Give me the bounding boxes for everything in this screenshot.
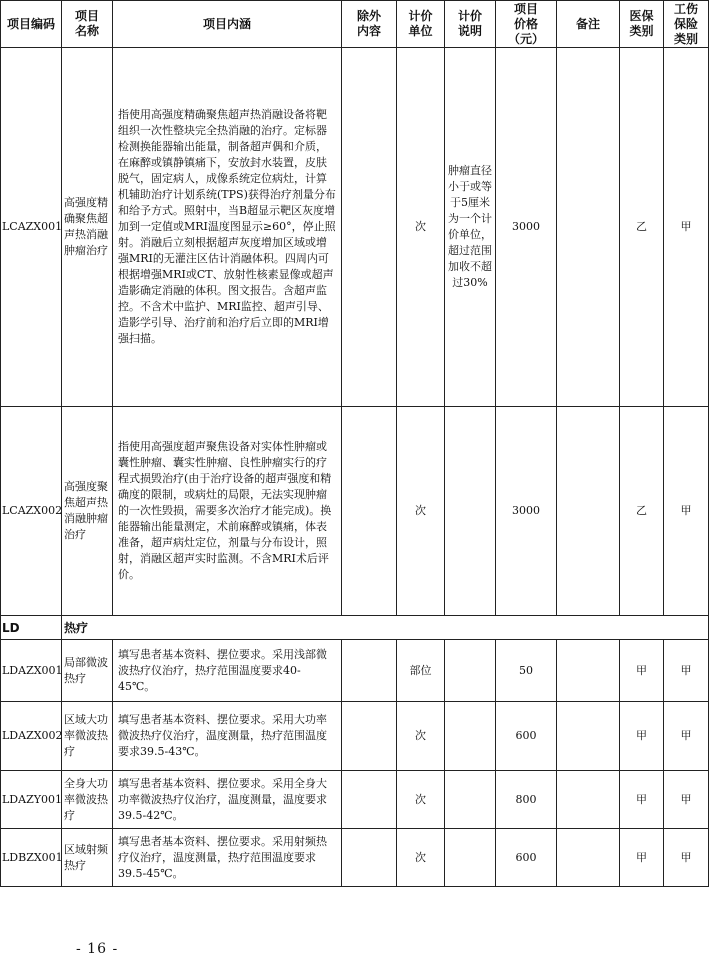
item-content: 填写患者基本资料、摆位要求。采用大功率微波热疗仪治疗，温度测量，热疗范围温度要求39.5-43℃。 — [113, 702, 342, 771]
item-content: 指使用高强度精确聚焦超声热消融设备将靶组织一次性整块完全热消融的治疗。定标器检测换能器输出能量，制备超声偶和介质，在麻醉或镇静镇痛下，安放封水装置，皮肤脱气，固定病人，成像系统定位病灶，计算机辅助治疗计划系统(TPS)获得治疗剂量分布和给予方式。照射中，当B超显示靶区灰度增加到一定值或MRI温度图显示≥60°，停止照射。消融后立刻根据超声灰度增加区域或增强MRI的无灌注区估计消融体积。四周内可根据增强MRI或CT、放射性核素显像或超声造影确定消融的体积。图文报告。含超声监控。不含术中监护、MRI监控、超声引导、造影学引导、治疗前和治疗后立即的MRI增强扫描。 — [113, 48, 342, 407]
item-medical-insurance: 乙 — [620, 407, 664, 616]
item-remark — [557, 640, 620, 702]
item-remark — [557, 829, 620, 887]
item-exclusions — [342, 829, 397, 887]
item-code: LCAZX001 — [1, 48, 62, 407]
table-row — [1, 829, 709, 887]
item-pricing-note: 肿瘤直径小于或等于5厘米为一个计价单位，超过范围加收不超过30% — [445, 48, 496, 407]
header-exclusions: 除外 内容 — [342, 1, 397, 48]
item-exclusions — [342, 771, 397, 829]
item-content: 填写患者基本资料、摆位要求。采用射频热疗仪治疗，温度测量，热疗范围温度要求39.5-45℃。 — [113, 829, 342, 887]
item-remark — [557, 48, 620, 407]
item-medical-insurance: 乙 — [620, 48, 664, 407]
item-unit: 次 — [397, 48, 445, 407]
item-unit: 次 — [397, 702, 445, 771]
item-price: 600 — [496, 829, 557, 887]
item-medical-insurance: 甲 — [620, 829, 664, 887]
item-name: 高强度聚焦超声热消融肿瘤治疗 — [62, 407, 113, 616]
item-name: 高强度精确聚焦超声热消融肿瘤治疗 — [62, 48, 113, 407]
table-row — [1, 48, 709, 407]
item-pricing-note — [445, 640, 496, 702]
item-medical-insurance: 甲 — [620, 771, 664, 829]
item-injury-insurance: 甲 — [664, 702, 709, 771]
table-row — [1, 640, 709, 702]
item-code: LCAZX002 — [1, 407, 62, 616]
header-code: 项目编码 — [1, 1, 62, 48]
item-code: LDAZX002 — [1, 702, 62, 771]
item-pricing-note — [445, 407, 496, 616]
item-content: 填写患者基本资料、摆位要求。采用全身大功率微波热疗仪治疗，温度测量，温度要求39.5-42℃。 — [113, 771, 342, 829]
item-injury-insurance: 甲 — [664, 640, 709, 702]
header-remark: 备注 — [557, 1, 620, 48]
item-code: LDAZX001 — [1, 640, 62, 702]
item-remark — [557, 407, 620, 616]
section-code: LD — [1, 616, 62, 640]
item-price: 600 — [496, 702, 557, 771]
header-content: 项目内涵 — [113, 1, 342, 48]
section-title: 热疗 — [62, 616, 709, 640]
item-exclusions — [342, 407, 397, 616]
item-name: 区域大功率微波热疗 — [62, 702, 113, 771]
header-pricing-note: 计价 说明 — [445, 1, 496, 48]
item-medical-insurance: 甲 — [620, 640, 664, 702]
item-code: LDAZY001 — [1, 771, 62, 829]
header-injury-insurance: 工伤 保险 类别 — [664, 1, 709, 48]
table-row — [1, 407, 709, 616]
item-medical-insurance: 甲 — [620, 702, 664, 771]
item-code: LDBZX001 — [1, 829, 62, 887]
item-injury-insurance: 甲 — [664, 407, 709, 616]
section-row — [1, 616, 709, 640]
header-price: 项目 价格 （元） — [496, 1, 557, 48]
table-row — [1, 771, 709, 829]
item-name: 区域射频热疗 — [62, 829, 113, 887]
item-unit: 次 — [397, 407, 445, 616]
table-row — [1, 702, 709, 771]
item-injury-insurance: 甲 — [664, 48, 709, 407]
item-price: 50 — [496, 640, 557, 702]
item-unit: 次 — [397, 829, 445, 887]
item-injury-insurance: 甲 — [664, 829, 709, 887]
item-pricing-note — [445, 829, 496, 887]
page-number: - 16 - — [76, 941, 119, 957]
item-exclusions — [342, 702, 397, 771]
header-row — [1, 1, 709, 48]
header-medical-insurance: 医保 类别 — [620, 1, 664, 48]
item-pricing-note — [445, 702, 496, 771]
item-injury-insurance: 甲 — [664, 771, 709, 829]
header-name: 项目 名称 — [62, 1, 113, 48]
item-name: 全身大功率微波热疗 — [62, 771, 113, 829]
item-content: 填写患者基本资料、摆位要求。采用浅部微波热疗仪治疗，热疗范围温度要求40-45℃。 — [113, 640, 342, 702]
item-unit: 部位 — [397, 640, 445, 702]
item-name: 局部微波热疗 — [62, 640, 113, 702]
item-pricing-note — [445, 771, 496, 829]
item-exclusions — [342, 640, 397, 702]
item-exclusions — [342, 48, 397, 407]
item-remark — [557, 771, 620, 829]
item-price: 3000 — [496, 407, 557, 616]
item-price: 800 — [496, 771, 557, 829]
item-price: 3000 — [496, 48, 557, 407]
header-unit: 计价 单位 — [397, 1, 445, 48]
item-content: 指使用高强度超声聚焦设备对实体性肿瘤或囊性肿瘤、囊实性肿瘤、良性肿瘤实行的疗程式损毁治疗(由于治疗设备的超声强度和精确度的限制，或病灶的局限，无法实现肿瘤的一次性毁损，需要多次治疗才能完成)。换能器输出能量测定，术前麻醉或镇痛，体表准备，超声病灶定位，剂量与分布设计，照射，消融区超声实时监测。不含MRI术后评价。 — [113, 407, 342, 616]
item-unit: 次 — [397, 771, 445, 829]
item-remark — [557, 702, 620, 771]
